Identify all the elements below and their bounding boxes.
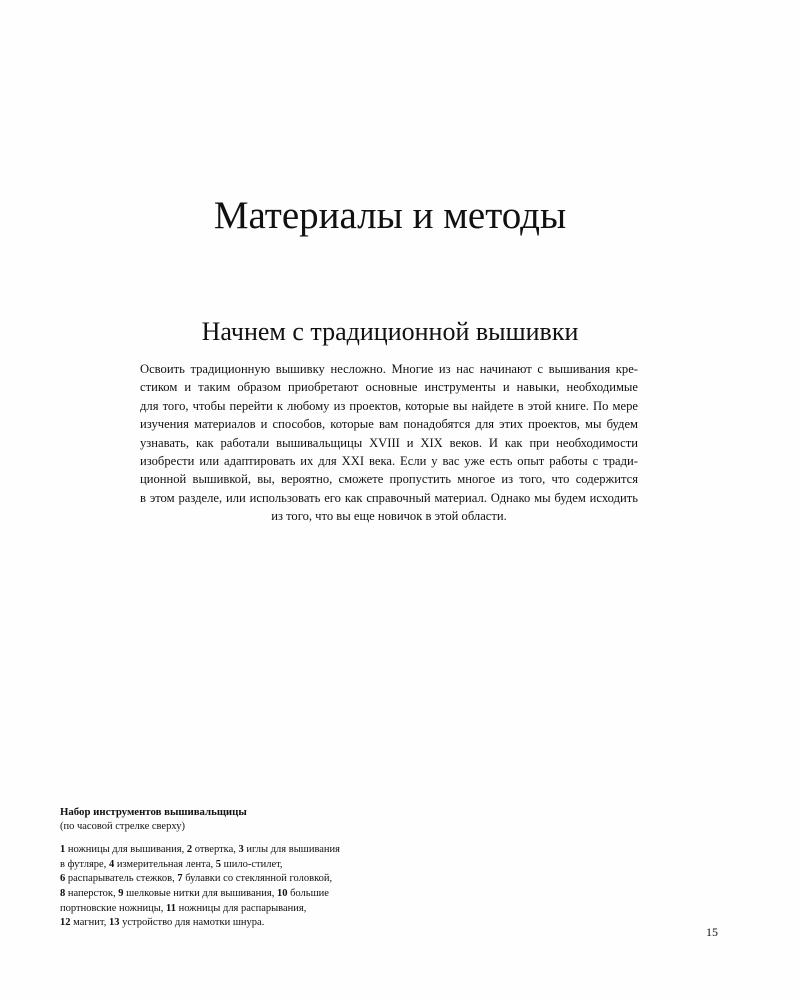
- caption-line: [60, 843, 370, 858]
- caption-item-text: шелковые нитки для вышивания,: [126, 887, 275, 899]
- caption-subtitle: (по часовой стрелке сверху): [60, 820, 185, 832]
- photo-caption: [60, 805, 370, 931]
- caption-line: [60, 916, 370, 931]
- caption-title: Набор инструментов вышивальщицы: [60, 806, 247, 818]
- caption-line: [60, 872, 370, 887]
- caption-item-text: булавки со стеклянной головкой,: [185, 873, 333, 885]
- caption-item-number: 12: [60, 917, 71, 929]
- caption-spacer: [60, 834, 370, 843]
- chapter-title: Материалы и методы: [213, 194, 567, 237]
- caption-item-number: 10: [276, 887, 288, 899]
- caption-item-number: 4: [108, 858, 115, 870]
- intro-line: из того, что вы еще новичок в этой области.: [271, 509, 507, 524]
- page-number: 15: [706, 925, 718, 939]
- caption-item-number: 1: [60, 844, 66, 856]
- caption-item-number: 7: [177, 873, 183, 885]
- caption-item-number: 9: [118, 887, 124, 899]
- intro-line: узнавать, как работали вышивальщицы XVIII и XIX веков. И как при необходимости: [140, 435, 638, 450]
- caption-item-number: 5: [215, 858, 222, 870]
- intro-line: изобрести или адаптировать их для XXI века. Если у вас уже есть опыт работы с тради-: [140, 454, 638, 469]
- caption-item-text: измерительная лента,: [116, 858, 214, 870]
- caption-item-text: ножницы для распарывания,: [178, 902, 307, 914]
- caption-item-text: иглы для вышивания: [246, 844, 341, 856]
- intro-line: для того, чтобы перейти к любому из проектов, которые вы найдете в этой книге. По мере: [140, 398, 638, 413]
- intro-line: ционной вышивкой, вы, вероятно, сможете пропустить многое из того, что содержится: [140, 472, 638, 487]
- section-title: Начнем с традиционной вышивки: [201, 317, 579, 346]
- intro-paragraph: [140, 360, 638, 526]
- caption-item-number: 6: [60, 873, 66, 885]
- caption-item-text: отвертка,: [194, 844, 236, 856]
- caption-item-number: 13: [108, 917, 120, 929]
- caption-item-text: магнит,: [73, 917, 107, 929]
- caption-item-text: шило-стилет,: [223, 858, 283, 870]
- caption-item-text: в футляре,: [60, 858, 107, 870]
- caption-item-number: 2: [186, 844, 193, 856]
- caption-item-text: устройство для намотки шнура.: [122, 917, 265, 929]
- intro-line: изучения материалов и способов, которые вам понадобятся для этих проектов, мы будем: [140, 417, 638, 432]
- caption-item-text: портновские ножницы,: [60, 902, 164, 914]
- intro-line: стиком и таким образом приобретают основные инструменты и навыки, необходимые: [140, 380, 638, 395]
- caption-item-text: большие: [290, 887, 329, 899]
- caption-item-number: 8: [60, 887, 66, 899]
- intro-line: Освоить традиционную вышивку несложно. Многие из нас начинают с вышивания кре-: [140, 362, 638, 376]
- caption-line: [60, 858, 370, 873]
- caption-item-text: распарыватель стежков,: [67, 873, 175, 885]
- caption-line: [60, 902, 370, 917]
- intro-line: в этом разделе, или использовать его как справочный материал. Однако мы будем исходить: [140, 490, 638, 505]
- caption-item-text: наперсток,: [67, 887, 116, 899]
- caption-line: [60, 887, 370, 902]
- caption-item-number: 3: [238, 844, 244, 856]
- caption-item-text: ножницы для вышивания,: [67, 844, 185, 856]
- caption-item-number: 11: [166, 902, 176, 914]
